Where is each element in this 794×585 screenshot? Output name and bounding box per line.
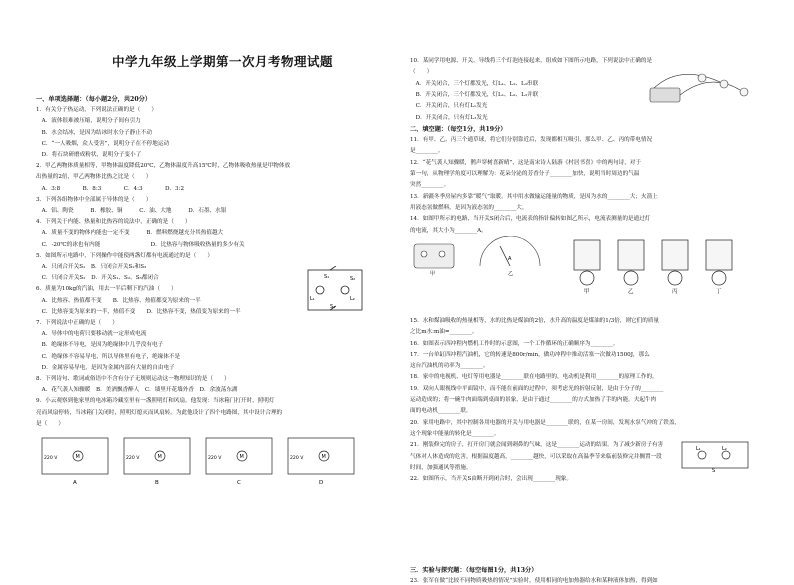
q5-label-s2: S₂ (350, 276, 356, 282)
question-line: 3．下列各组物体中全部属于导体的是（ ） (36, 196, 152, 203)
question-line: 10．某同学用电源、开关、导线将三个灯泡连接起来，组成如下图所示电路，下列说法中正确的是 (410, 58, 653, 64)
question-line: A．3:8 B．8:3 C．4:3 D．3:2 (36, 185, 185, 192)
q10-battery-icon (650, 88, 680, 102)
question-line: A．导体中的电荷只要移动就一定形成电流 (36, 331, 147, 338)
q10-circuit-figure (640, 62, 762, 112)
question-line: 2．甲乙两物体质量相等，甲物体温度降低20℃，乙物体温度升高15℃时，乙物体吸收热量是甲物体放 (36, 163, 291, 170)
question-line: 突然________。 (410, 182, 450, 189)
q5-circuit-figure (300, 266, 370, 316)
question-line: 这台汽油机的功率为________。 (410, 363, 489, 370)
section-heading: 三．实验与探究题：（每空每图1分，共13分） (410, 566, 538, 574)
q9-motor-label: M (75, 454, 80, 460)
question-line: C．-20℃的冰也有内能 D．比热容与物体吸收热量的多少有关 (36, 241, 245, 248)
q16-stroke-label: 甲 (584, 289, 590, 294)
question-line: C．开关闭合，只有灯L₁发光 (410, 103, 488, 110)
q9-voltage-label: 220 V (208, 456, 222, 461)
q14-circuit-icon (414, 244, 454, 268)
question-line: 15．水和煤油吸收的热量相等，水的比热是煤油的2倍，水升高的温度是煤油的1/3倍，则它们的质量 (410, 317, 660, 324)
question-line: 气体对人体造成的危害，根据温度越高，________越快，可以采取在高温季节来临前装修完并搁置一段 (410, 453, 662, 460)
q22-lamp-l2-icon (722, 451, 730, 459)
q5-label-l1: L₁ (310, 296, 315, 302)
question-line: 用液态氢做燃料，是因为液态氢的________大。 (410, 204, 528, 211)
q5-label-l2: L₂ (350, 296, 355, 302)
q22-circuit-wire (682, 442, 748, 468)
q22-label-s: S (712, 468, 716, 474)
question-line: 第一句，从物理学角度可以理解为：花朵分泌的芳香分子________加快，说明当时周边的气温 (410, 171, 640, 177)
question-line: C．比热容变为原来的一半，热值不变 D．比热容不变，热值变为原来的一半 (36, 308, 241, 315)
section-heading: 二、填空题：（每空1分，共19分） (410, 125, 507, 133)
q9-circuits-figure (38, 432, 368, 488)
q9-option-label: D (319, 480, 324, 486)
q16-cylinder-icon (706, 240, 732, 270)
q16-crankshaft-icon (712, 271, 726, 285)
q10-bulb-icon (720, 80, 728, 88)
question-line: C．只闭合开关S₂ D．开关S₁、S₂、S₃都闭合 (36, 275, 159, 282)
question-line: 5．如图所示电路中，下列操作中能使两盏灯都有电流通过的是（ ） (36, 252, 213, 259)
question-line: 1．有关分子热运动，下列说法正确的是（ ） (36, 107, 158, 114)
section-heading: 一、单项选择题：（每小题2分，共20分） (36, 96, 152, 103)
q10-wire (680, 82, 740, 95)
question-line: 22．如图所示，当开关S由断开到闭合时，会出现________现象。 (410, 476, 572, 483)
question-line: B．开关闭合，三个灯都发光，灯L₁、L₂、L₃并联 (410, 91, 539, 98)
q14-unit: A (508, 256, 512, 262)
q9-motor-label: M (321, 454, 326, 460)
page-title: 中学九年级上学期第一次月考物理试题 (112, 54, 334, 69)
q9-option-label: C (237, 480, 241, 486)
question-line: D．开关闭合，只有灯L₃发光 (410, 114, 488, 121)
question-line: B．水会结冰，是因为结冰时水分子静止不动 (36, 129, 152, 136)
question-line: 16．如图表示四冲程内燃机工作时的示意图，一个工作循环的正确顺序为________。 (410, 340, 619, 347)
q16-crankshaft-icon (580, 271, 594, 285)
question-line: 运动造成的；将一碗牛肉面端到桌面的景象，是由于通过________的方式加热了手的内能。夫起牛肉 (410, 397, 657, 403)
question-line: 这个现象中能量的转化是________。 (410, 430, 500, 437)
question-line: D．金属容易导电，是因为金属内部有大量的自由电子 (36, 364, 175, 371)
q5-switch-icon (330, 266, 336, 270)
question-line: A．只闭合开关S₁ B．只闭合开关S₂和S₃ (36, 264, 147, 270)
question-line: 出热量的2倍，甲乙两物体比热之比是（ ） (36, 174, 152, 181)
question-line: A．液体很难被压缩，说明分子间有引力 (36, 118, 141, 125)
question-line: 4．下列关于内能、热量和比热容的说法中，正确的是（ ） (36, 219, 191, 226)
q14-label-yi: 乙 (508, 271, 514, 276)
q9-voltage-label: 220 V (44, 456, 58, 461)
question-line: 的电流，其大小为________A。 (410, 227, 487, 234)
q16-crankshaft-icon (624, 271, 638, 285)
q14-label-jia: 甲 (430, 271, 436, 276)
question-line: 12．“花气袭人知骤暖，鹊声穿树喜新晴”，这是南宋诗人陆游《村居书喜》中的两句诗，对于 (410, 159, 641, 166)
q14-figure (410, 236, 560, 276)
q16-cylinder-icon (574, 240, 600, 270)
q5-label-s3: S₃ (330, 304, 336, 310)
question-line: 时间，加强通风等措施。 (410, 464, 472, 471)
q9-option-label: B (155, 480, 159, 486)
q16-stroke-label: 乙 (628, 289, 634, 294)
question-line: 是（ ） (36, 420, 64, 427)
q9-voltage-label: 220 V (290, 456, 304, 461)
q16-stroke-label: 丁 (716, 289, 722, 294)
q5-lamp-l1-icon (316, 286, 324, 294)
question-line: 6．质量为10kg的汽油，用去一半后剩下的汽油（ ） (36, 286, 177, 293)
q5-lamp-l2-icon (341, 286, 349, 294)
q22-lamp-l1-icon (698, 451, 706, 459)
q14-lamp-icon (421, 251, 427, 257)
q5-label-s1: S₁ (324, 274, 330, 280)
question-line: A．质量不变的物体内能也一定不变 B．燃料燃烧越充分其热值越大 (36, 230, 224, 237)
question-line: 是________。 (410, 148, 444, 155)
q14-lamp-icon (439, 251, 445, 257)
question-line: C．绝缘体不容易导电，所以导体里有电子，绝缘体不是 (36, 353, 181, 360)
question-line: 之比m水:m油=________。 (410, 329, 478, 336)
question-line: C．“一人吸烟，众人受害”，说明分子在不停地运动 (36, 140, 170, 147)
question-line: 20．家用电路中，其中控制各用电器的开关与用电器是________联的，在某一房间，发现水泵气冲的了铁盖， (410, 419, 681, 426)
question-line: 亮而风扇停转，当冰箱门关闭时，照明灯熄灭而风扇转。为此他设计了四个电路图，其中设计合理的 (36, 409, 283, 416)
q16-stroke-label: 丙 (672, 289, 678, 294)
question-line: 18．家中的电视机、电灯等用电器是________联在电路里的，电动机是利用________的原理工作的。 (410, 374, 658, 381)
question-line: 13．新疆冬季房屋内多靠“暖气”取暖，其中用水做输运能量的物质，是因为水的________大；火箭上 (410, 193, 658, 200)
q10-bulb-icon (698, 74, 706, 82)
q9-motor-label: M (157, 454, 162, 460)
q16-cylinder-icon (618, 240, 644, 270)
q9-voltage-label: 220 V (126, 456, 140, 461)
q10-bulb-icon (740, 88, 748, 96)
question-line: 21．刚装修完的房子，打开房门就会闻到刺鼻的气味，这是________运动的结果。为了减少新房子有害 (410, 442, 664, 449)
question-line: 7．下列说法中正确的是（ ） (36, 320, 118, 326)
q22-circuit-figure (676, 438, 756, 474)
q9-motor-label: M (239, 454, 244, 460)
question-line: A．比热容、热值都不变 B．比热容、热值都变为原来的一半 (36, 297, 201, 304)
question-line: （ ） (410, 69, 433, 76)
question-line: 17．一台单缸四冲程汽油机，它的转速是800r/min，做功冲程中推动活塞一次做功1500J，那么 (410, 351, 650, 358)
question-line: 11．有甲、乙、丙三个通草球，将它们分别靠近后，发现都相互吸引，那么甲、乙、丙的带电情况 (410, 137, 653, 144)
q16-crankshaft-icon (668, 271, 682, 285)
question-line: A．开关闭合，三个灯都发光，灯L₁、L₂、L₃串联 (410, 80, 539, 87)
q22-label-l2: L₂ (722, 446, 727, 452)
q10-wire (654, 74, 720, 88)
question-line: 23．张军在做“比较不同物质吸热的情况”实验时，使用相同的电加热器给水和某种液体加热，得到如 (410, 577, 658, 584)
q9-option-label: A (73, 480, 77, 486)
question-line: 19．双向人眼视线中平面镜中，而不能在前面的过程中，须考虑光的折射反射，是由于分子的________ (410, 385, 664, 392)
question-line: 8．下列诗句、歌词或俗语中不含有分子无规则运动这一物理知识的是（ ） (36, 376, 230, 382)
question-line: 14．如图甲所示的电路，当开关S闭合后，电流表的指针偏转如图乙所示，电流表测量的是通过灯 (410, 216, 651, 223)
q16-engine-strokes-figure (568, 236, 748, 294)
q22-label-l1: L₁ (696, 446, 701, 452)
question-line: 9．小云观察到他家里的电冰箱冷藏室里有一盏照明灯和风扇。他发现：当冰箱门打开时，照明灯 (36, 398, 275, 405)
question-line: 面的电动机________联。 (410, 408, 472, 415)
question-line: D．将石块研磨成粉状，说明分子变小了 (36, 152, 142, 158)
question-line: B．绝缘体不导电，是因为绝缘体中几乎没有电子 (36, 342, 164, 349)
question-line: A．花气袭人知骤暖 B．美酒飘香醉人 C．墙里开花墙外香 D．余波荡东湖 (36, 387, 238, 394)
q16-cylinder-icon (662, 240, 688, 270)
question-line: A．铝、陶瓷 B．橡胶、铜 C．油、大地 D．石墨、水银 (36, 208, 227, 214)
